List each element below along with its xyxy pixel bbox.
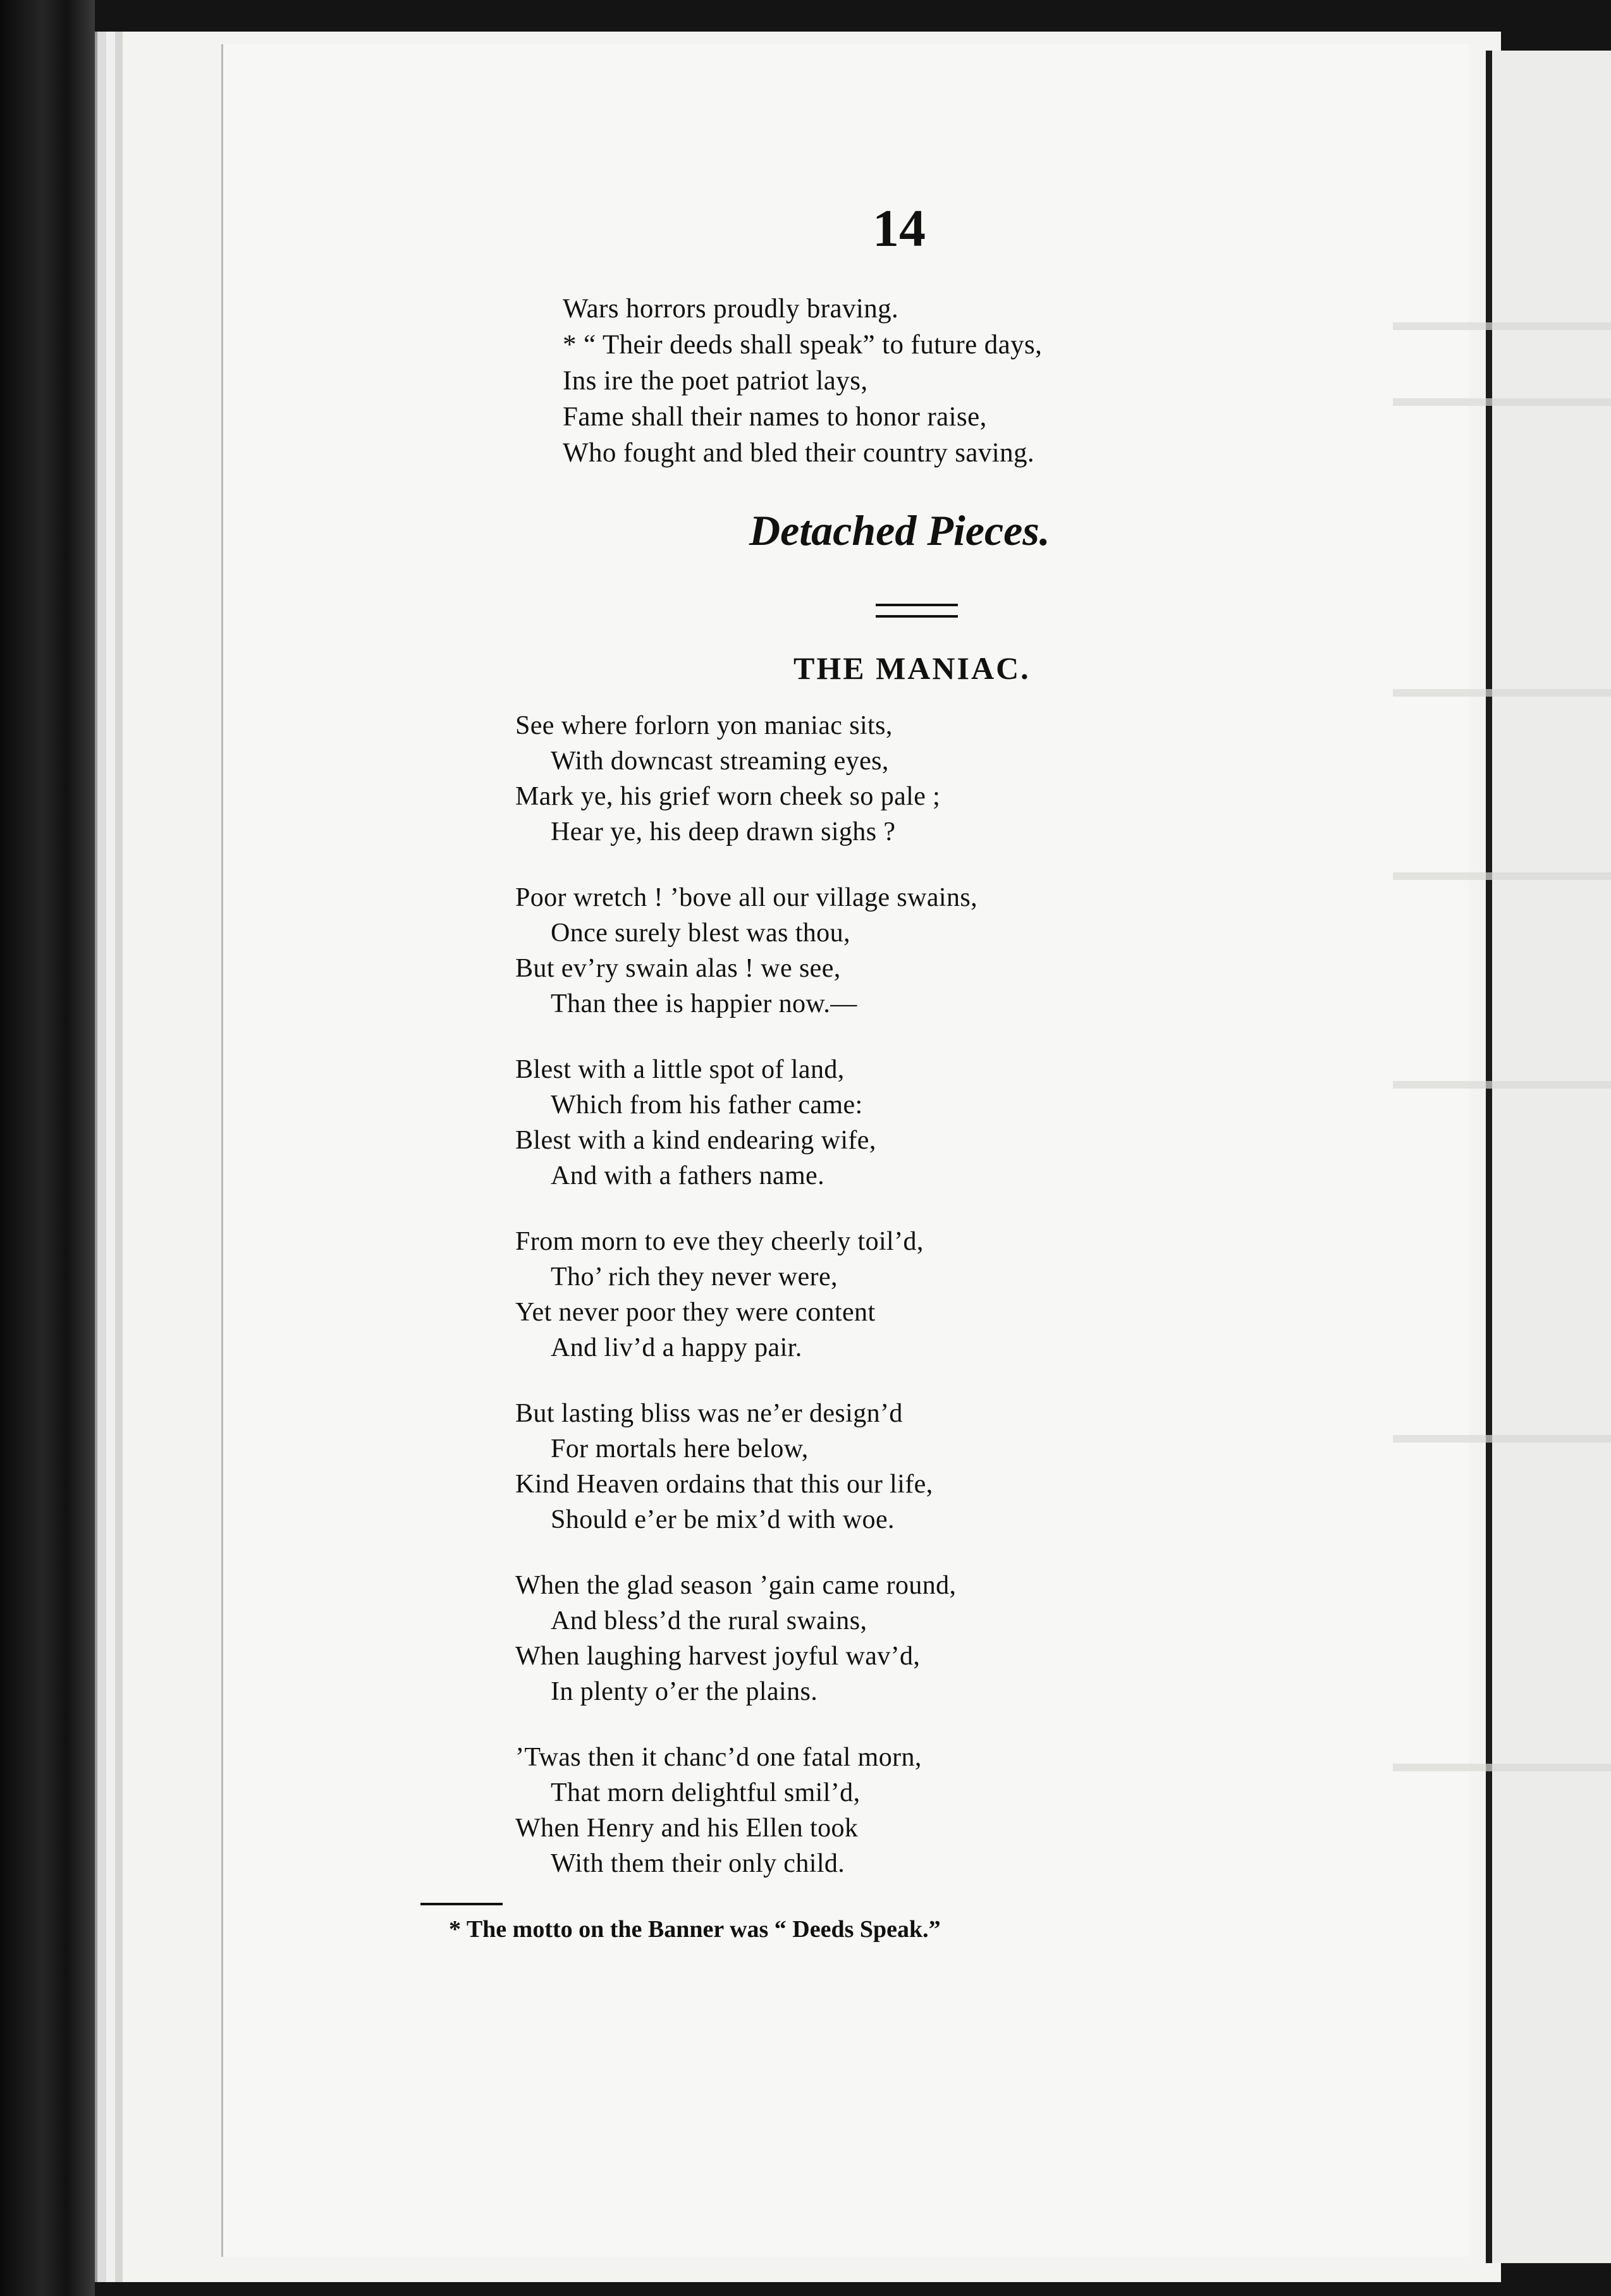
verse-line: ’Twas then it chanc’d one fatal morn, — [515, 1743, 922, 1772]
verse-line: Wars horrors proudly braving. — [563, 294, 899, 324]
verse-line: In plenty o’er the plains. — [551, 1677, 818, 1706]
verse-line: See where forlorn yon maniac sits, — [515, 711, 893, 740]
double-rule-divider — [876, 604, 958, 618]
stanza — [515, 880, 977, 1022]
stanza — [515, 708, 977, 850]
poem-title: THE MANIAC. — [793, 650, 1031, 686]
verse-line: And with a fathers name. — [551, 1161, 824, 1190]
stanza — [515, 1396, 977, 1537]
poem-body — [515, 708, 977, 1912]
continued-verse — [563, 291, 1042, 471]
verse-line: But ev’ry swain alas ! we see, — [515, 954, 841, 983]
verse-line: Once surely blest was thou, — [551, 919, 850, 948]
stanza — [515, 1052, 977, 1194]
verse-line: Ins ire the poet patriot lays, — [563, 366, 868, 396]
verse-line: Tho’ rich they never were, — [551, 1262, 838, 1292]
facing-page-edge — [1486, 51, 1611, 2263]
verse-line: Yet never poor they were content — [515, 1298, 876, 1327]
bleed-through-mark — [1393, 689, 1611, 697]
verse-line: From morn to eve they cheerly toil’d, — [515, 1227, 924, 1256]
bleed-through-mark — [1393, 322, 1611, 330]
footnote: * The motto on the Banner was “ Deeds Speak.” — [449, 1916, 941, 1943]
verse-line: Mark ye, his grief worn cheek so pale ; — [515, 782, 941, 811]
verse-line: * “ Their deeds shall speak” to future days, — [563, 330, 1043, 360]
verse-line: Blest with a kind endearing wife, — [515, 1126, 876, 1155]
verse-line: When laughing harvest joyful wav’d, — [515, 1642, 921, 1671]
bleed-through-mark — [1393, 1764, 1611, 1771]
verse-line: Should e’er be mix’d with woe. — [551, 1505, 895, 1534]
verse-line: Kind Heaven ordains that this our life, — [515, 1470, 933, 1499]
footnote-rule — [420, 1903, 503, 1905]
page-number: 14 — [873, 199, 926, 258]
verse-line: When the glad season ’gain came round, — [515, 1571, 957, 1600]
bleed-through-mark — [1393, 1435, 1611, 1443]
verse-line: Than thee is happier now.— — [551, 989, 857, 1018]
verse-line: Hear ye, his deep drawn sighs ? — [551, 817, 896, 846]
verse-line: Poor wretch ! ’bove all our village swains, — [515, 883, 978, 912]
stanza — [515, 1740, 977, 1881]
scan-background-left — [0, 0, 95, 2296]
section-heading: Detached Pieces. — [749, 506, 1050, 554]
bleed-through-mark — [1393, 398, 1611, 406]
verse-line: And liv’d a happy pair. — [551, 1333, 802, 1362]
verse-line: With them their only child. — [551, 1849, 845, 1878]
verse-line: And bless’d the rural swains, — [551, 1606, 867, 1635]
stanza — [515, 1568, 977, 1709]
verse-line: Who fought and bled their country saving. — [563, 438, 1035, 468]
verse-line: That morn delightful smil’d, — [551, 1778, 861, 1807]
verse-line: Blest with a little spot of land, — [515, 1055, 845, 1084]
bleed-through-mark — [1393, 872, 1611, 880]
bleed-through-mark — [1393, 1081, 1611, 1089]
stanza — [515, 1224, 977, 1365]
verse-line: With downcast streaming eyes, — [551, 747, 889, 776]
verse-line: For mortals here below, — [551, 1434, 809, 1463]
verse-line: Which from his father came: — [551, 1090, 863, 1120]
verse-line: Fame shall their names to honor raise, — [563, 402, 987, 432]
verse-line: When Henry and his Ellen took — [515, 1814, 859, 1843]
verse-line: But lasting bliss was ne’er design’d — [515, 1399, 903, 1428]
